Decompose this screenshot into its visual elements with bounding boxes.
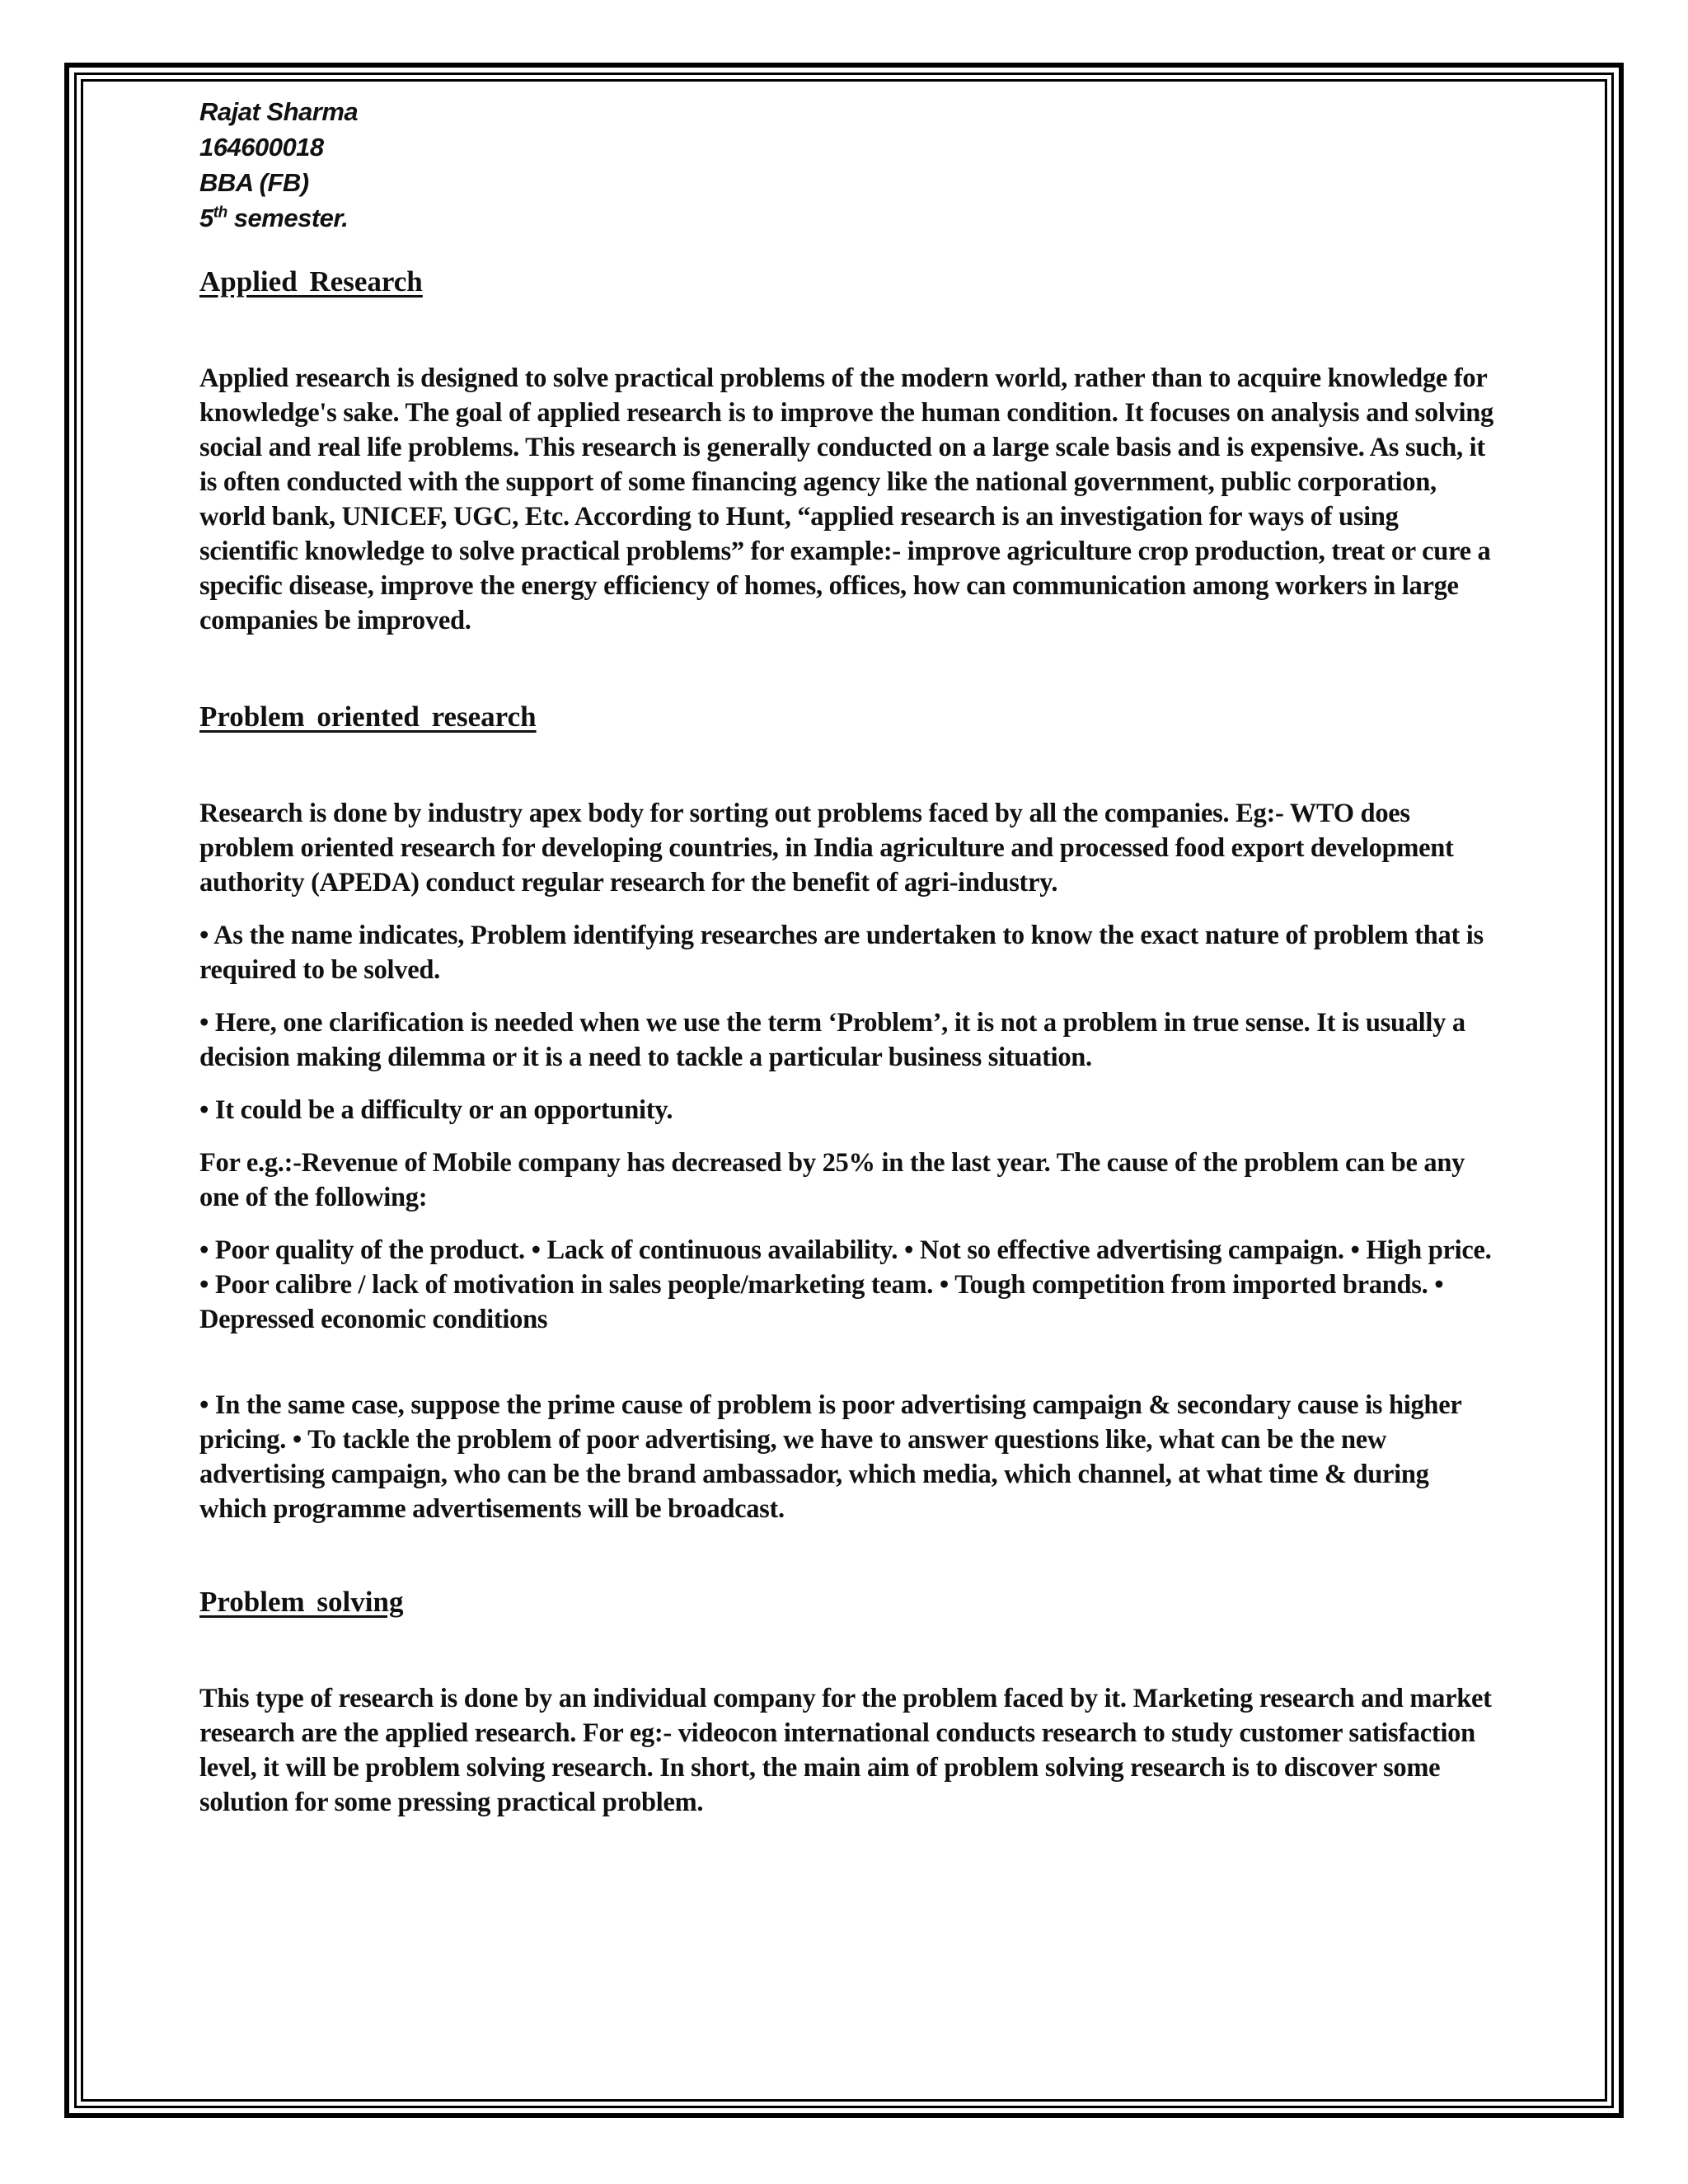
heading-problem-solving: Problem solving <box>199 1586 404 1618</box>
author-program: BBA (FB) <box>199 168 309 197</box>
paragraph-clarification: • Here, one clarification is needed when we use the term ‘Problem’, it is not a problem in true sense. It is usually a decision making dilemma or it is a need to tackle a particular business situation. <box>199 1008 1465 1072</box>
paragraph-revenue-example: For e.g.:-Revenue of Mobile company has decreased by 25% in the last year. The cause of the problem can be any one of the following: <box>199 1148 1465 1212</box>
paragraph-difficulty-opportunity: • It could be a difficulty or an opportunity. <box>199 1095 673 1125</box>
author-semester <box>199 200 1502 236</box>
semester-label: semester. <box>227 204 349 232</box>
paragraph-causes-list: • Poor quality of the product. • Lack of continuous availability. • Not so effective advertising campaign. • High price. • Poor calibre / lack of motivation in sales people/marketing team. • Tough competition from imported brands. • Depressed economic conditions <box>199 1235 1492 1334</box>
heading-applied-research: Applied Research <box>199 265 423 298</box>
paragraph-problem-oriented-intro: Research is done by industry apex body for sorting out problems faced by all the companies. Eg:- WTO does problem oriented research for developing countries, in India agriculture and processed food export development authority (APEDA) conduct regular research for the benefit of agri-industry. <box>199 799 1454 898</box>
paragraph-problem-solving: This type of research is done by an individual company for the problem faced by it. Marketing research and market research are the applied research. For eg:- videocon international conducts research to study customer satisfaction level, it will be problem solving research. In short, the main aim of problem solving research is to discover some solution for some pressing practical problem. <box>199 1684 1492 1817</box>
paragraph-advertising-case: • In the same case, suppose the prime cause of problem is poor advertising campaign & secondary cause is higher pricing. • To tackle the problem of poor advertising, we have to answer questions like, what can be the new advertising campaign, who can be the brand ambassador, which media, which channel, at what time & during which programme advertisements will be broadcast. <box>199 1390 1461 1524</box>
paragraph-problem-identifying: • As the name indicates, Problem identifying researches are undertaken to know the exact nature of problem that is required to be solved. <box>199 921 1484 985</box>
paragraph-applied-research: Applied research is designed to solve practical problems of the modern world, rather than to acquire knowledge for knowledge's sake. The goal of applied research is to improve the human condition. It focuses on analysis and solving social and real life problems. This research is generally conducted on a large scale basis and is expensive. As such, it is often conducted with the support of some financing agency like the national government, public corporation, world bank, UNICEF, UGC, Etc. According to Hunt, “applied research is an investigation for ways of using scientific knowledge to solve practical problems” for example:- improve agriculture crop production, treat or cure a specific disease, improve the energy efficiency of homes, offices, how can communication among workers in large companies be improved. <box>199 363 1493 635</box>
author-block <box>199 94 1502 236</box>
semester-number: 5 <box>199 204 213 232</box>
heading-problem-oriented-research: Problem oriented research <box>199 701 537 733</box>
author-id: 164600018 <box>199 133 324 162</box>
semester-suffix: th <box>213 204 227 222</box>
author-name: Rajat Sharma <box>199 97 359 126</box>
document-body <box>199 94 1502 1820</box>
